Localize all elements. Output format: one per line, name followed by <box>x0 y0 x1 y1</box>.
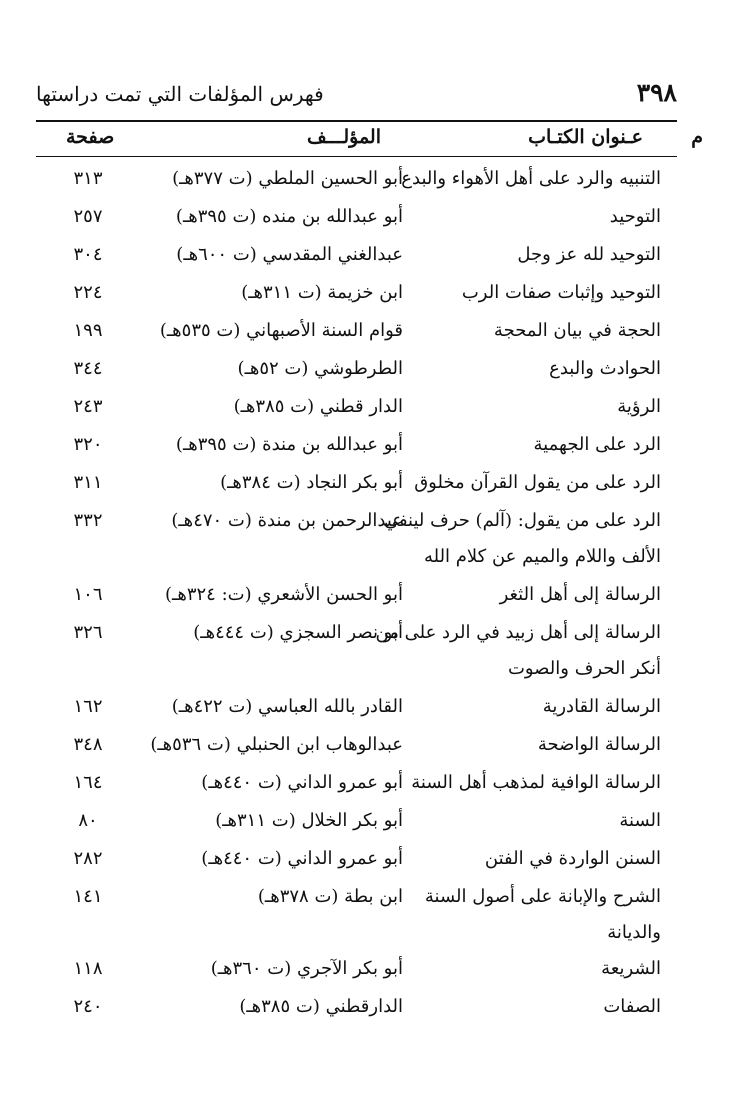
table-row <box>36 802 661 840</box>
column-headers <box>36 126 703 156</box>
book-title: السنة <box>619 810 661 831</box>
book-title: التوحيد <box>609 206 661 227</box>
page-ref: ٢٢٤ <box>73 282 103 303</box>
running-title: فهرس المؤلفات التي تمت دراستها <box>36 82 324 106</box>
running-head <box>36 78 677 114</box>
page-ref: ٢٥٧ <box>73 206 103 227</box>
page-ref: ٢٤٣ <box>73 396 103 417</box>
book-title: الصفات <box>603 996 661 1017</box>
author: أبو الحسين الملطي (ت ٣٧٧هـ) <box>172 168 403 189</box>
author: عبدالوهاب ابن الحنبلي (ت ٥٣٦هـ) <box>150 734 403 755</box>
page-ref: ١٤١ <box>73 886 103 907</box>
book-title: التوحيد وإثبات صفات الرب <box>461 282 661 303</box>
table-row <box>36 160 661 198</box>
author: أبو عبدالله بن مندة (ت ٣٩٥هـ) <box>175 434 403 455</box>
column-header-page: صفحة <box>66 126 115 148</box>
book-title: الرد على الجهمية <box>533 434 661 455</box>
book-title: الشريعة <box>601 958 661 979</box>
header-rule <box>36 120 677 122</box>
book-title: الرد على من يقول القرآن مخلوق <box>414 472 661 493</box>
book-title: الرسالة القادرية <box>542 696 661 717</box>
page-ref: ٢٤٠ <box>73 996 103 1017</box>
author: أبو عمرو الداني (ت ٤٤٠هـ) <box>201 772 403 793</box>
book-title-line-2: والديانة <box>607 922 661 943</box>
table-row <box>36 764 661 802</box>
index-table <box>36 160 661 1026</box>
author: أبو عمرو الداني (ت ٤٤٠هـ) <box>201 848 403 869</box>
book-title <box>383 502 661 574</box>
author: الدارقطني (ت ٣٨٥هـ) <box>239 996 403 1017</box>
table-row <box>36 236 661 274</box>
table-row <box>36 688 661 726</box>
page-ref: ١١٨ <box>73 958 103 979</box>
table-row <box>36 502 661 576</box>
book-title: الرسالة الواضحة <box>537 734 661 755</box>
page-ref: ١٠٦ <box>73 584 103 605</box>
table-row <box>36 726 661 764</box>
page-ref: ٢٨٢ <box>73 848 103 869</box>
page-ref: ٣٤٨ <box>73 734 103 755</box>
author: الطرطوشي (ت ٥٢هـ) <box>237 358 403 379</box>
author: عبدالرحمن بن مندة (ت ٤٧٠هـ) <box>171 510 403 531</box>
page-ref: ١٦٢ <box>73 696 103 717</box>
author: أبو بكر الآجري (ت ٣٦٠هـ) <box>210 958 403 979</box>
author: أبو بكر الخلال (ت ٣١١هـ) <box>215 810 403 831</box>
column-header-rule <box>36 156 677 157</box>
column-header-author: المؤلـــف <box>306 126 381 148</box>
author: أبو الحسن الأشعري (ت: ٣٢٤هـ) <box>165 584 403 605</box>
book-title-line-2: أنكر الحرف والصوت <box>507 658 661 679</box>
table-row <box>36 950 661 988</box>
page-ref: ١٦٤ <box>73 772 103 793</box>
table-row <box>36 312 661 350</box>
table-row <box>36 350 661 388</box>
book-title: الرسالة إلى أهل الثغر <box>499 584 661 605</box>
page-ref: ٣٠٤ <box>73 244 103 265</box>
table-row <box>36 198 661 236</box>
table-row <box>36 878 661 950</box>
book-title: الرؤية <box>617 396 661 417</box>
book-title: الحوادث والبدع <box>549 358 661 379</box>
book-title: التوحيد لله عز وجل <box>517 244 661 265</box>
page-ref: ٣٢٦ <box>73 622 103 643</box>
table-row <box>36 274 661 312</box>
book-title-line-1: الشرح والإبانة على أصول السنة <box>424 886 661 907</box>
table-row <box>36 388 661 426</box>
book-title-line-1: الرد على من يقول: (آلم) حرف لينفي <box>383 510 661 531</box>
author: عبدالغني المقدسي (ت ٦٠٠هـ) <box>176 244 403 265</box>
book-title <box>411 878 661 950</box>
author: الدار قطني (ت ٣٨٥هـ) <box>233 396 403 417</box>
book-title: السنن الواردة في الفتن <box>484 848 661 869</box>
author: أبو عبدالله بن منده (ت ٣٩٥هـ) <box>175 206 403 227</box>
page-ref: ٣١١ <box>73 472 103 493</box>
page-ref: ٨٠ <box>78 810 98 831</box>
table-row <box>36 576 661 614</box>
author: القادر بالله العباسي (ت ٤٢٢هـ) <box>171 696 403 717</box>
author: ابن خزيمة (ت ٣١١هـ) <box>241 282 403 303</box>
book-title <box>375 614 661 686</box>
column-header-number: م <box>691 126 703 148</box>
book-title: الرسالة الوافية لمذهب أهل السنة <box>411 772 661 793</box>
page-ref: ٣١٣ <box>73 168 103 189</box>
table-row <box>36 840 661 878</box>
table-row <box>36 988 661 1026</box>
page-number: ٣٩٨ <box>636 78 677 107</box>
author: أبو بكر النجاد (ت ٣٨٤هـ) <box>220 472 403 493</box>
page-ref: ٣٢٠ <box>73 434 103 455</box>
author: أبو نصر السجزي (ت ٤٤٤هـ) <box>193 622 403 643</box>
table-row <box>36 614 661 688</box>
table-row <box>36 426 661 464</box>
book-title-line-1: الرسالة إلى أهل زبيد في الرد على من <box>375 622 661 643</box>
book-title: التنبيه والرد على أهل الأهواء والبدع <box>401 168 661 189</box>
book-title: الحجة في بيان المحجة <box>493 320 661 341</box>
book-title-line-2: الألف واللام والميم عن كلام الله <box>423 546 661 567</box>
column-header-title: عـنوان الكتـاب <box>528 126 643 148</box>
author: ابن بطة (ت ٣٧٨هـ) <box>257 886 403 907</box>
page-ref: ١٩٩ <box>73 320 103 341</box>
page-ref: ٣٣٢ <box>73 510 103 531</box>
page-ref: ٣٤٤ <box>73 358 103 379</box>
table-row <box>36 464 661 502</box>
author: قوام السنة الأصبهاني (ت ٥٣٥هـ) <box>159 320 403 341</box>
